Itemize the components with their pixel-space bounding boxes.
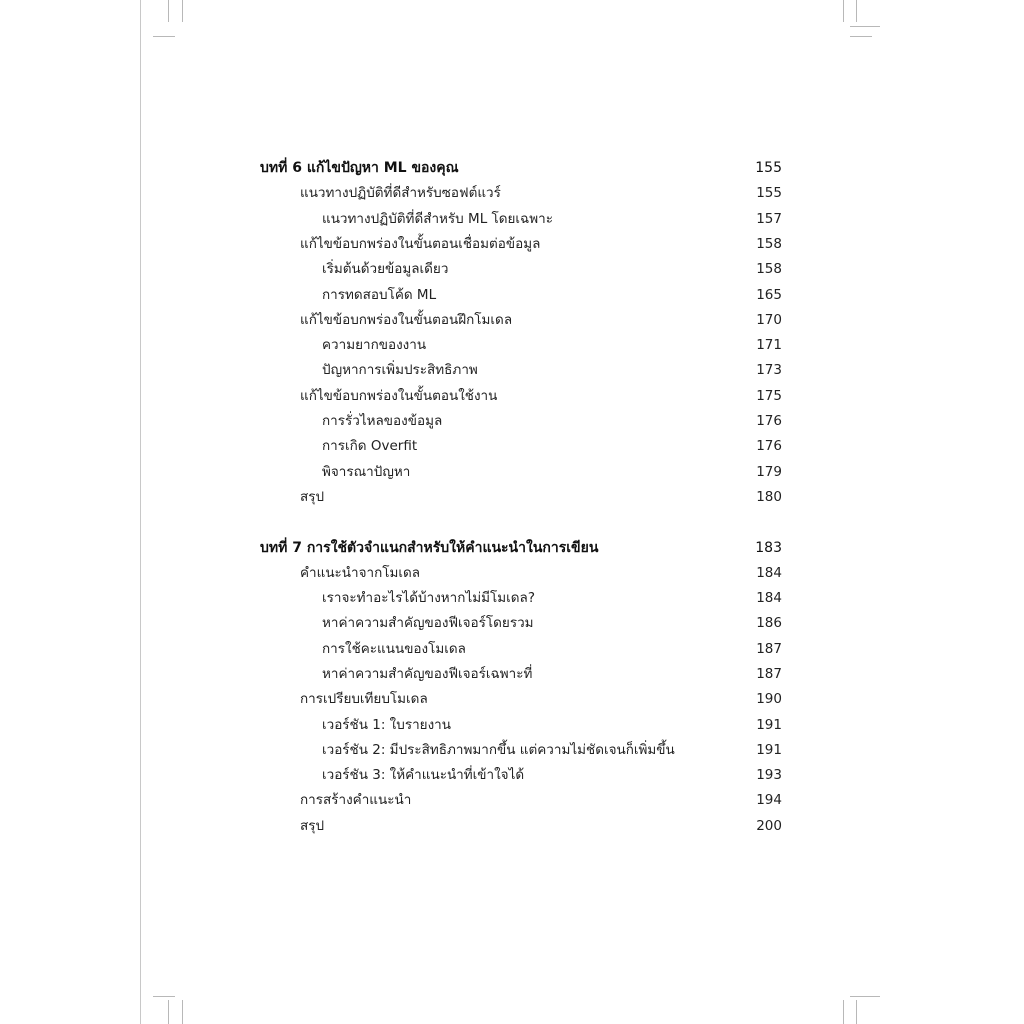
page-number: 194 xyxy=(756,792,782,808)
entry-title: แนวทางปฏิบัติที่ดีสำหรับ ML โดยเฉพาะ xyxy=(322,211,553,227)
page-number: 187 xyxy=(756,641,782,657)
page-number: 186 xyxy=(756,615,782,631)
page-number: 184 xyxy=(756,565,782,581)
page-number: 176 xyxy=(756,438,782,454)
entry-title: คำแนะนำจากโมเดล xyxy=(300,565,421,581)
page-number: 183 xyxy=(755,540,782,556)
page-number: 191 xyxy=(756,717,782,733)
entry-title: พิจารณาปัญหา xyxy=(322,464,411,480)
entry-title: ความยากของงาน xyxy=(322,337,427,353)
toc-entry xyxy=(0,763,1024,787)
page-number: 158 xyxy=(756,261,782,277)
page-number: 193 xyxy=(756,767,782,783)
entry-title: เวอร์ชัน 2: มีประสิทธิภาพมากขึ้น แต่ความไม่ชัดเจนก็เพิ่มขึ้น xyxy=(322,742,675,758)
toc-entry xyxy=(0,308,1024,332)
toc-entry xyxy=(0,586,1024,610)
entry-title: การเกิด Overfit xyxy=(322,438,418,454)
toc-entry xyxy=(0,181,1024,205)
page-number: 184 xyxy=(756,590,782,606)
page-number: 180 xyxy=(756,489,782,505)
page-number: 175 xyxy=(756,388,782,404)
toc-chapter-heading xyxy=(0,156,1024,180)
toc-entry xyxy=(0,257,1024,281)
toc-entry xyxy=(0,207,1024,231)
toc-entry xyxy=(0,384,1024,408)
entry-title: เวอร์ชัน 1: ใบรายงาน xyxy=(322,717,451,733)
entry-title: การสร้างคำแนะนำ xyxy=(300,792,412,808)
toc-entry xyxy=(0,713,1024,737)
page-number: 165 xyxy=(756,287,782,303)
toc-entry xyxy=(0,788,1024,812)
page-number: 155 xyxy=(755,160,782,176)
chapter-title: บทที่ 6 แก้ไขปัญหา ML ของคุณ xyxy=(260,160,459,176)
entry-title: แก้ไขข้อบกพร่องในขั้นตอนใช้งาน xyxy=(300,388,498,404)
toc-entry xyxy=(0,333,1024,357)
toc-entry xyxy=(0,283,1024,307)
page-number: 200 xyxy=(756,818,782,834)
toc-entry xyxy=(0,611,1024,635)
entry-title: แก้ไขข้อบกพร่องในขั้นตอนฝึกโมเดล xyxy=(300,312,513,328)
page-number: 191 xyxy=(756,742,782,758)
entry-title: แนวทางปฏิบัติที่ดีสำหรับซอฟต์แวร์ xyxy=(300,185,501,201)
toc-entry xyxy=(0,687,1024,711)
entry-title: เราจะทำอะไรได้บ้างหากไม่มีโมเดล? xyxy=(322,590,535,606)
entry-title: การใช้คะแนนของโมเดล xyxy=(322,641,466,657)
entry-title: สรุป xyxy=(300,818,325,834)
toc-entry xyxy=(0,434,1024,458)
toc-entry xyxy=(0,738,1024,762)
toc-entry xyxy=(0,814,1024,838)
page-number: 190 xyxy=(756,691,782,707)
entry-title: สรุป xyxy=(300,489,325,505)
toc-entry xyxy=(0,637,1024,661)
toc-entry xyxy=(0,232,1024,256)
entry-title: หาค่าความสำคัญของฟีเจอร์โดยรวม xyxy=(322,615,534,631)
page-number: 179 xyxy=(756,464,782,480)
page-number: 173 xyxy=(756,362,782,378)
page-number: 176 xyxy=(756,413,782,429)
toc-entry xyxy=(0,358,1024,382)
page-number: 171 xyxy=(756,337,782,353)
chapter-title: บทที่ 7 การใช้ตัวจำแนกสำหรับให้คำแนะนำในการเขียน xyxy=(260,540,599,556)
entry-title: เวอร์ชัน 3: ให้คำแนะนำที่เข้าใจได้ xyxy=(322,767,525,783)
entry-title: ปัญหาการเพิ่มประสิทธิภาพ xyxy=(322,362,478,378)
toc-entry xyxy=(0,409,1024,433)
page-number: 157 xyxy=(756,211,782,227)
toc-entry xyxy=(0,662,1024,686)
toc-entry xyxy=(0,460,1024,484)
page-number: 155 xyxy=(756,185,782,201)
entry-title: หาค่าความสำคัญของฟีเจอร์เฉพาะที่ xyxy=(322,666,533,682)
entry-title: แก้ไขข้อบกพร่องในขั้นตอนเชื่อมต่อข้อมูล xyxy=(300,236,541,252)
entry-title: เริ่มต้นด้วยข้อมูลเดียว xyxy=(322,261,449,277)
toc-entry xyxy=(0,485,1024,509)
entry-title: การรั่วไหลของข้อมูล xyxy=(322,413,443,429)
page-number: 187 xyxy=(756,666,782,682)
page-number: 170 xyxy=(756,312,782,328)
toc-chapter-heading xyxy=(0,536,1024,560)
entry-title: การเปรียบเทียบโมเดล xyxy=(300,691,428,707)
entry-title: การทดสอบโค้ด ML xyxy=(322,287,437,303)
page-number: 158 xyxy=(756,236,782,252)
toc-entry xyxy=(0,561,1024,585)
